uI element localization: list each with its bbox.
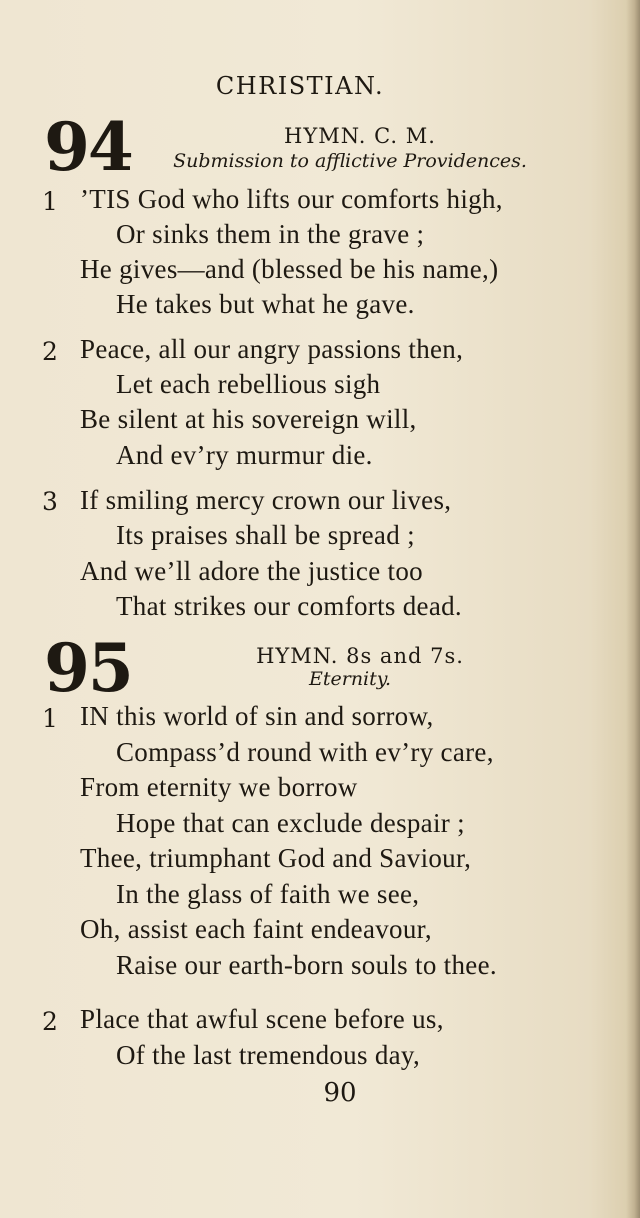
hymn-line: From eternity we borrow [80,772,358,802]
hymn-number: 94 [44,108,132,186]
hymn-line: Or sinks them in the grave ; [116,219,425,249]
verse-number: 1 [42,704,58,733]
hymn-line: Compass’d round with ev’ry care, [116,737,494,767]
hymn-line: ’TIS God who lifts our comforts high, [80,184,503,214]
hymn-line: Place that awful scene before us, [80,1004,444,1034]
hymn-line: He gives—and (blessed be his name,) [80,254,499,284]
hymn-line: Oh, assist each faint endeavour, [80,914,432,944]
hymn-line: And we’ll adore the justice too [80,556,423,586]
hymn-line: Thee, triumphant God and Saviour, [80,843,472,873]
verse-number: 1 [42,187,58,216]
hymn-heading: HYMN. C. M. [284,124,436,148]
page-edge-shadow [626,0,640,1218]
hymn-number: 95 [44,629,132,707]
hymn-line: Let each rebellious sigh [116,369,381,399]
hymn-line: Its praises shall be spread ; [116,520,415,550]
page-number: 90 [323,1078,357,1108]
verse-number: 2 [42,1007,58,1036]
hymn-line: IN this world of sin and sorrow, [80,701,434,731]
hymn-line: That strikes our comforts dead. [116,591,462,621]
verse-number: 2 [42,337,58,366]
verse-number: 3 [42,487,58,516]
hymn-line: If smiling mercy crown our lives, [80,485,452,515]
hymn-line: Hope that can exclude despair ; [116,808,465,838]
hymn-line: In the glass of faith we see, [116,879,420,909]
running-head: CHRISTIAN. [215,72,385,100]
hymn-line: Peace, all our angry passions then, [80,334,464,364]
hymn-line: And ev’ry murmur die. [116,440,373,470]
hymn-subtitle: Submission to afflictive Providences. [173,150,527,172]
hymn-heading: HYMN. 8s and 7s. [256,644,464,668]
hymn-line: Be silent at his sovereign will, [80,404,417,434]
hymn-line: He takes but what he gave. [116,289,415,319]
hymn-line: Of the last tremendous day, [116,1040,421,1070]
hymn-line: Raise our earth-born souls to thee. [116,950,497,980]
hymn-subtitle: Eternity. [308,668,392,690]
